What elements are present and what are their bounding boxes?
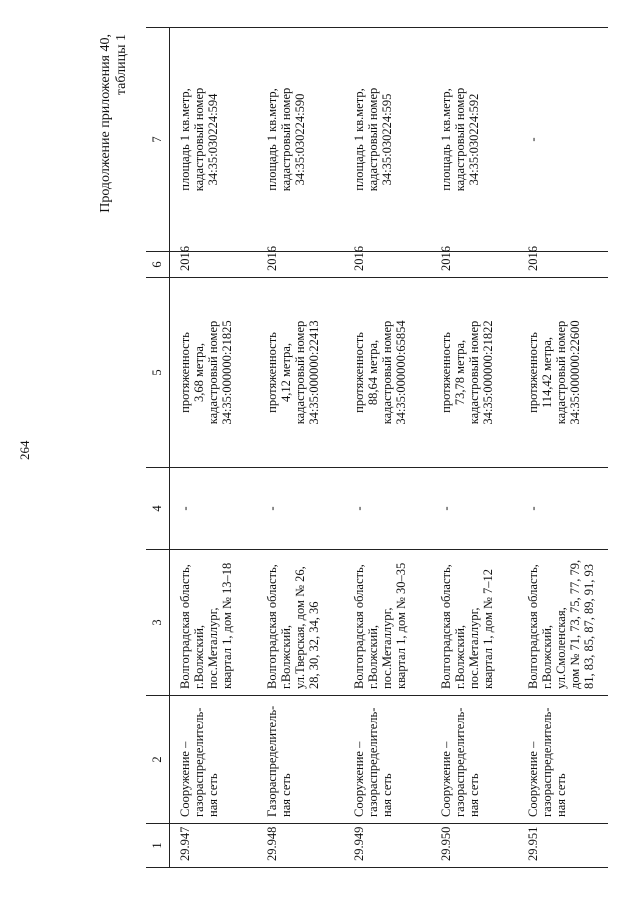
address-line: г.Волжский, — [365, 624, 380, 689]
address-cell — [344, 550, 431, 696]
params-line: кадастровый номер — [466, 320, 481, 425]
params-line: кадастровый номер — [379, 320, 394, 425]
name-line: ная сеть — [553, 773, 568, 817]
row-number-cell: 29.947 — [170, 824, 257, 868]
year-cell: 2016 — [518, 252, 608, 278]
address-line: г.Волжский, — [452, 624, 467, 689]
name-line: Сооружение – — [438, 741, 453, 817]
params-line: 3,68 метра, — [192, 343, 206, 402]
extra-line: кадастровый номер — [278, 87, 293, 192]
table-body — [170, 28, 608, 868]
extra-info-cell — [431, 28, 518, 252]
params-line: протяженность — [351, 332, 366, 413]
address-line: Волгоградская область, — [178, 564, 192, 689]
column-number: 1 — [146, 824, 170, 868]
address-cell — [257, 550, 344, 696]
object-name-cell — [518, 696, 608, 824]
extra-line: кадастровый номер — [192, 87, 206, 192]
name-line: ная сеть — [466, 773, 481, 817]
name-line: газораспределитель- — [192, 707, 206, 817]
params-line: протяженность — [178, 332, 192, 413]
extra-info-cell — [518, 28, 608, 252]
params-line: 73,78 метра, — [452, 339, 467, 406]
name-line: ная сеть — [278, 773, 293, 817]
name-line: газораспределитель- — [539, 707, 554, 817]
extra-line: площадь 1 кв.метр, — [351, 88, 366, 191]
name-line: ная сеть — [206, 773, 220, 817]
rotated-page-content — [94, 28, 596, 868]
extra-line: кадастровый номер — [452, 87, 467, 192]
extra-line: 34:35:030224:595 — [379, 93, 394, 186]
heading-line: таблицы 1 — [114, 34, 129, 96]
name-line: газораспределитель- — [452, 707, 467, 817]
row-number-cell: 29.951 — [518, 824, 608, 868]
address-line: пос.Металлург, — [206, 607, 220, 689]
address-line: ул.Смоленская, — [553, 607, 568, 689]
address-line: Волгоградская область, — [438, 564, 453, 689]
extra-line: площадь 1 кв.метр, — [264, 88, 279, 191]
table-row — [170, 28, 257, 868]
table-row — [431, 28, 518, 868]
row-number-cell: 29.948 — [257, 824, 344, 868]
column-number: 4 — [146, 468, 170, 550]
address-line: Волгоградская область, — [525, 564, 540, 689]
address-line: квартал 1, дом № 7–12 — [480, 568, 495, 689]
table-row — [344, 28, 431, 868]
object-name-cell — [344, 696, 431, 824]
page-number: 264 — [17, 440, 32, 460]
object-name-cell — [257, 696, 344, 824]
column-4-cell: - — [170, 468, 257, 550]
parameters-cell — [518, 278, 608, 468]
extra-line: - — [525, 137, 540, 142]
address-line: квартал 1, дом № 13–18 — [220, 562, 234, 689]
params-line: 34:35:000000:65854 — [393, 320, 408, 425]
column-number: 2 — [146, 696, 170, 824]
extra-info-cell — [170, 28, 257, 252]
name-line: Газораспределитель- — [264, 705, 279, 817]
extra-line: 34:35:030224:594 — [206, 93, 220, 186]
address-line: дом № 71, 73, 75, 77, 79, — [567, 559, 582, 689]
address-line: г.Волжский, — [539, 624, 554, 689]
year-cell: 2016 — [344, 252, 431, 278]
extra-line: 34:35:030224:592 — [466, 93, 481, 186]
params-line: 88,64 метра, — [365, 339, 380, 406]
address-line: г.Волжский, — [278, 624, 293, 689]
extra-info-cell — [344, 28, 431, 252]
parameters-cell — [431, 278, 518, 468]
address-cell — [170, 550, 257, 696]
extra-line: площадь 1 кв.метр, — [178, 88, 192, 191]
parameters-cell — [257, 278, 344, 468]
parameters-cell — [344, 278, 431, 468]
address-line: Волгоградская область, — [264, 564, 279, 689]
address-line: ул.Тверская, дом № 26, — [292, 566, 307, 689]
column-4-cell: - — [518, 468, 608, 550]
year-cell: 2016 — [170, 252, 257, 278]
column-4-cell: - — [257, 468, 344, 550]
year-cell: 2016 — [431, 252, 518, 278]
address-line: 81, 83, 85, 87, 89, 91, 93 — [581, 564, 596, 689]
params-line: кадастровый номер — [292, 320, 307, 425]
table-row — [257, 28, 344, 868]
extra-line: 34:35:030224:590 — [292, 93, 307, 186]
params-line: протяженность — [525, 332, 540, 413]
address-line: квартал 1, дом № 30–35 — [393, 562, 408, 689]
address-line: Волгоградская область, — [351, 564, 366, 689]
params-line: 34:35:000000:22413 — [306, 320, 321, 425]
heading-line: Продолжение приложения 40, — [98, 34, 113, 213]
column-4-cell: - — [431, 468, 518, 550]
row-number-cell: 29.949 — [344, 824, 431, 868]
table-continuation-heading — [98, 34, 130, 294]
extra-line: площадь 1 кв.метр, — [438, 88, 453, 191]
address-cell — [518, 550, 608, 696]
column-number-row — [146, 28, 170, 868]
parameters-cell — [170, 278, 257, 468]
column-number: 3 — [146, 550, 170, 696]
name-line: газораспределитель- — [365, 707, 380, 817]
name-line: Сооружение – — [351, 741, 366, 817]
table-row — [518, 28, 608, 868]
params-line: 34:35:000000:21825 — [220, 320, 234, 425]
extra-line: кадастровый номер — [365, 87, 380, 192]
params-line: 114,42 метра, — [539, 336, 554, 409]
address-line: г.Волжский, — [192, 624, 206, 689]
params-line: 4,12 метра, — [278, 343, 293, 402]
params-line: протяженность — [264, 332, 279, 413]
params-line: кадастровый номер — [553, 320, 568, 425]
object-name-cell — [170, 696, 257, 824]
params-line: 34:35:000000:22600 — [567, 320, 582, 425]
year-cell: 2016 — [257, 252, 344, 278]
params-line: кадастровый номер — [206, 320, 220, 425]
name-line: Сооружение – — [525, 741, 540, 817]
name-line: Сооружение – — [178, 741, 192, 817]
extra-info-cell — [257, 28, 344, 252]
column-4-cell: - — [344, 468, 431, 550]
object-name-cell — [431, 696, 518, 824]
row-number-cell: 29.950 — [431, 824, 518, 868]
registry-table — [146, 27, 608, 868]
address-line: 28, 30, 32, 34, 36 — [306, 601, 321, 689]
name-line: ная сеть — [379, 773, 394, 817]
address-line: пос.Металлург, — [466, 607, 481, 689]
params-line: 34:35:000000:21822 — [480, 320, 495, 425]
address-cell — [431, 550, 518, 696]
column-number: 6 — [146, 252, 170, 278]
params-line: протяженность — [438, 332, 453, 413]
column-number: 5 — [146, 278, 170, 468]
column-number: 7 — [146, 28, 170, 252]
address-line: пос.Металлург, — [379, 607, 394, 689]
